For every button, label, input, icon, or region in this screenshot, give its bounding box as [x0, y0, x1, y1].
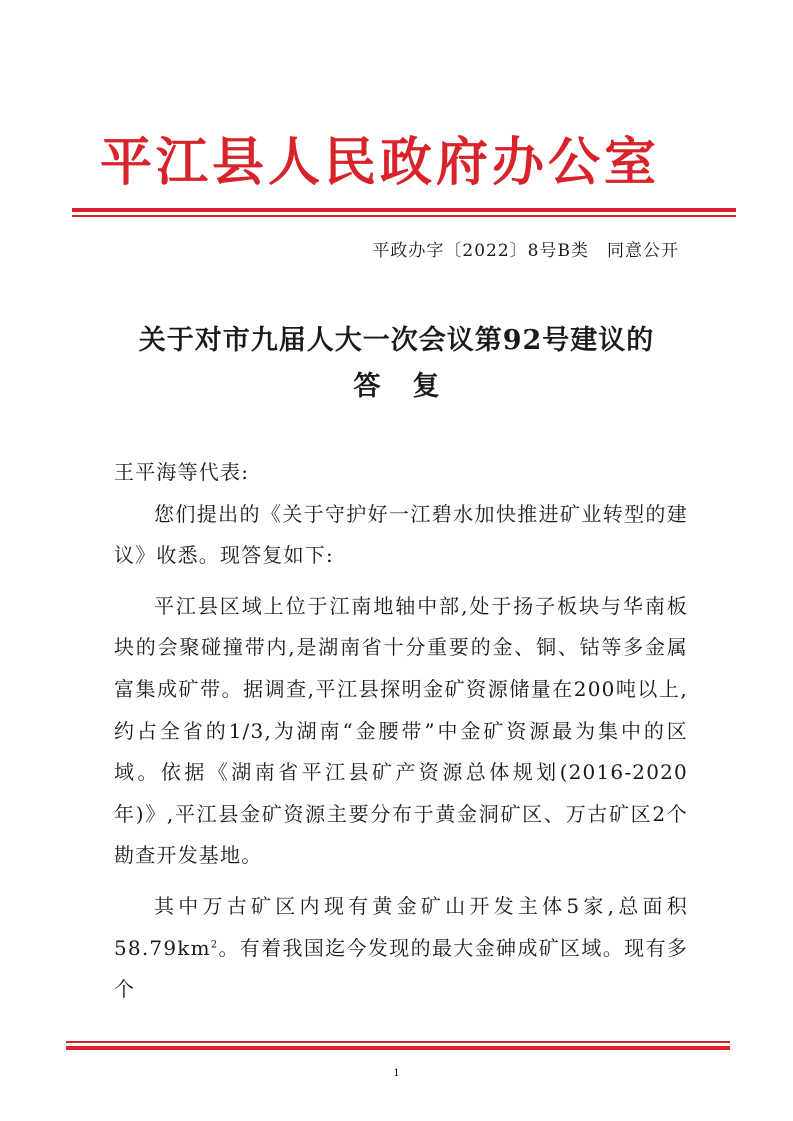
area-unit-superscript: 2: [210, 938, 219, 950]
document-title-reply: 答复: [353, 371, 472, 402]
paragraph-3: [114, 886, 688, 1011]
header-rule-thin: [72, 215, 736, 217]
document-number: 平政办字〔2022〕8号B类 同意公开: [372, 241, 679, 261]
footer-rule-thick: [66, 1046, 730, 1050]
paragraph-1: 您们提出的《关于守护好一江碧水加快推进矿业转型的建议》收悉。现答复如下:: [114, 501, 688, 568]
paragraph-2: 平江县区域上位于江南地轴中部,处于扬子板块与华南板块的会聚碰撞带内,是湖南省十分重要的金、铜、钴等多金属富集成矿带。据调查,平江县探明金矿资源储量在200吨以上,约占全省的1/3,为湖南“金腰带”中金矿资源最为集中的区域。依据《湖南省平江县矿产资源总体规划(2016-2020年)》,平江县金矿资源主要分布于黄金洞矿区、万古矿区2个勘查开发基地。: [114, 593, 688, 868]
document-body: [114, 452, 688, 1020]
document-title: 关于对市九届人大一次会议第92号建议的: [138, 325, 655, 356]
paragraph-3-text-b: 。有着我国迄今发现的最大金砷成矿区域。现有多个: [114, 935, 688, 1002]
salutation: 王平海等代表:: [114, 460, 250, 484]
issuing-office-header: 平江县人民政府办公室: [100, 132, 661, 193]
paragraph-3-text-a: 其中万古矿区内现有黄金矿山开发主体5家,总面积58.79km: [114, 893, 688, 960]
header-rule-thick: [72, 208, 736, 212]
footer-rule-thin: [66, 1041, 730, 1043]
page-number: 1: [393, 1068, 400, 1079]
